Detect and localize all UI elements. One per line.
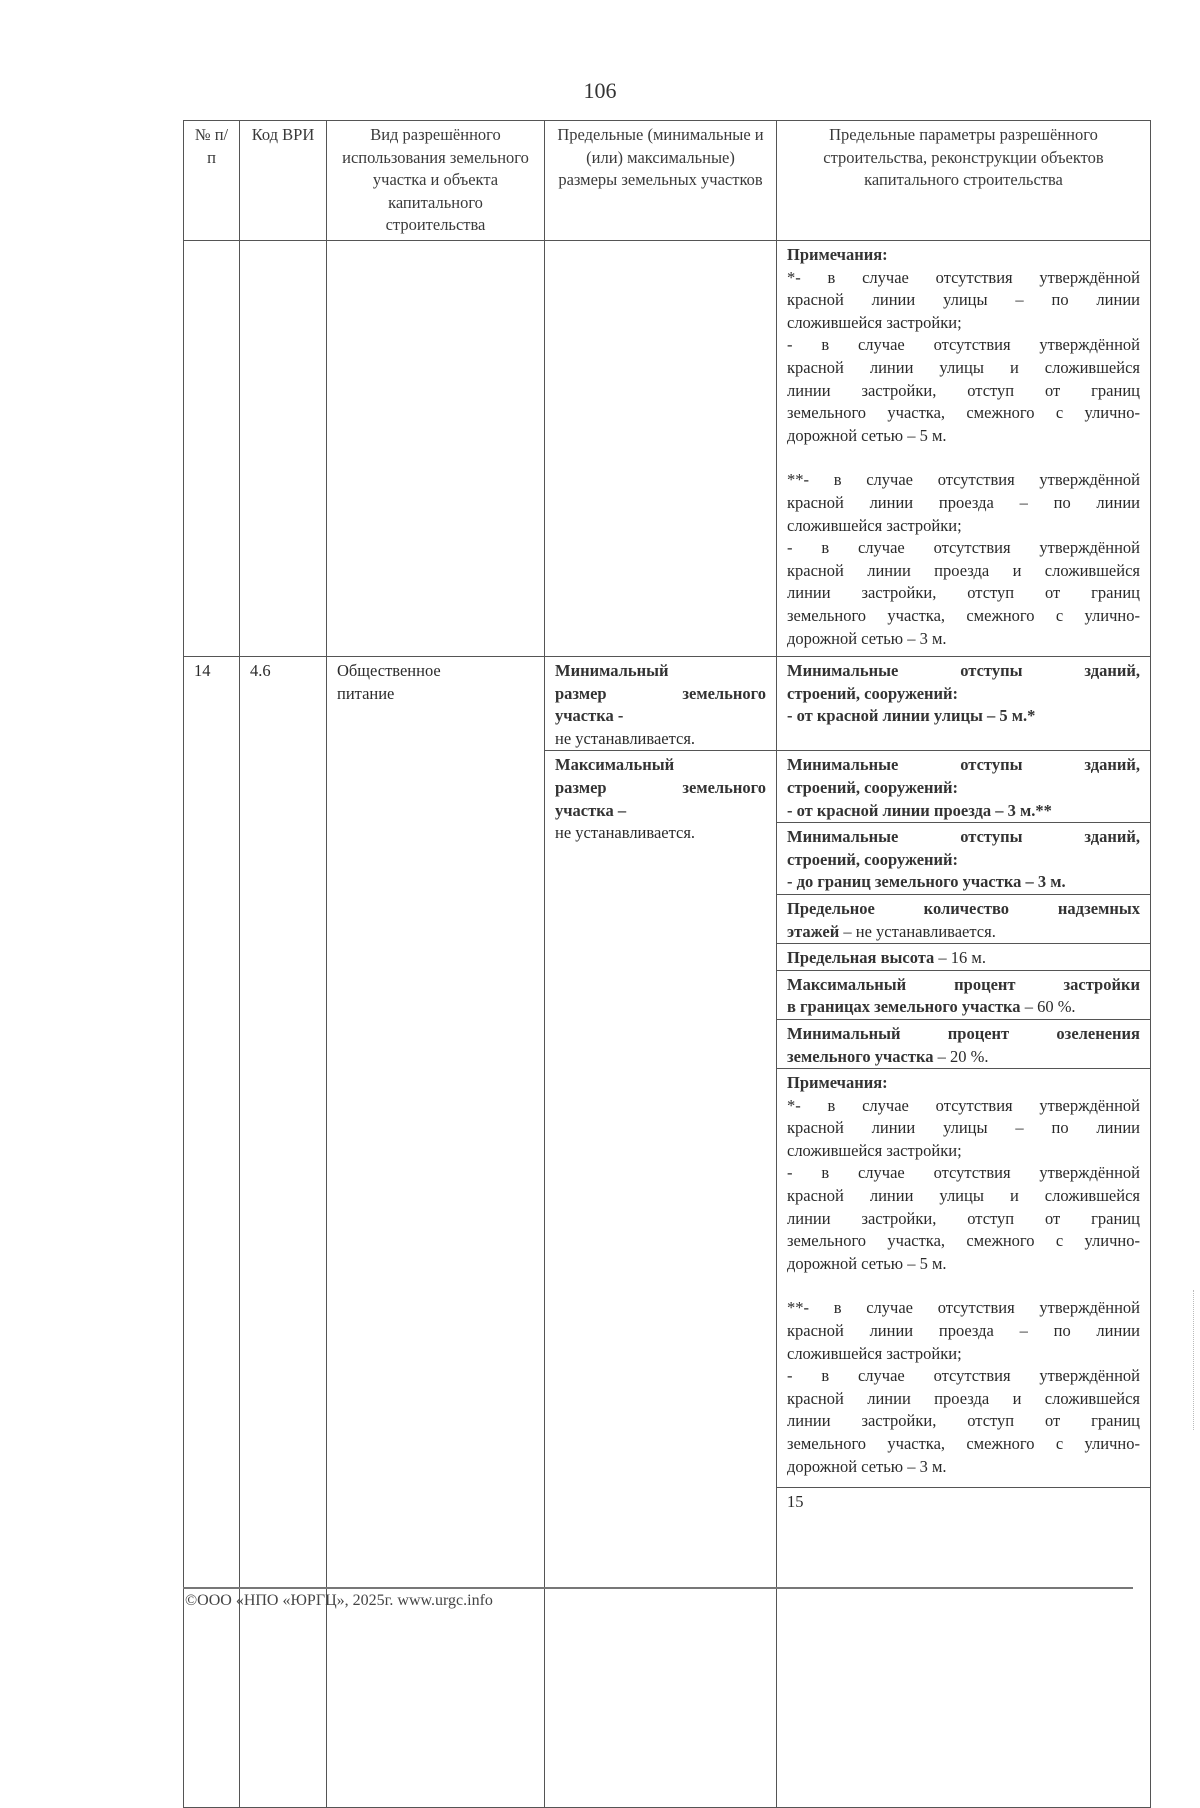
cell-number bbox=[184, 241, 240, 657]
note-line: **- в случае отсутствия утверждённой bbox=[787, 470, 1140, 490]
note-line: линии застройки, отступ от границ bbox=[787, 1208, 1140, 1228]
cell-param bbox=[777, 823, 1151, 895]
note-line: линии застройки, отступ от границ bbox=[787, 1411, 1140, 1431]
note-line: сложившейся застройки; bbox=[787, 312, 962, 332]
size-line: размер земельного bbox=[555, 683, 766, 703]
cell-param bbox=[777, 1019, 1151, 1068]
size-line: размер земельного bbox=[555, 777, 766, 797]
note-line: красной линии улицы и сложившейся bbox=[787, 357, 1140, 377]
note-line: земельного участка, смежного с улично- bbox=[787, 1231, 1140, 1251]
param-value: – 60 %. bbox=[1020, 997, 1076, 1017]
table-header-row bbox=[184, 121, 1151, 241]
size-line: участка - bbox=[555, 706, 624, 726]
cell-param bbox=[777, 894, 1151, 943]
param-label: этажей bbox=[787, 921, 840, 941]
size-line: Минимальный bbox=[555, 661, 669, 680]
note-line: земельного участка, смежного с улично- bbox=[787, 1434, 1140, 1453]
cell-param bbox=[777, 944, 1151, 971]
header-use-type: Вид разрешённого использования земельного участка и объекта капитального строительства bbox=[327, 121, 545, 241]
use-type-line: питание bbox=[337, 683, 395, 703]
notes-title: Примечания: bbox=[787, 245, 888, 264]
param-value: – 20 %. bbox=[933, 1046, 989, 1066]
header-code: Код ВРИ bbox=[240, 121, 327, 241]
zoning-table bbox=[183, 120, 1151, 1808]
param-line: - до границ земельного участка – 3 м. bbox=[787, 872, 1066, 892]
use-type-line: Общественное bbox=[337, 661, 441, 680]
note-line: красной линии проезда и сложившейся bbox=[787, 560, 1140, 580]
size-line: не устанавливается. bbox=[555, 728, 696, 748]
note-line: *- в случае отсутствия утверждённой bbox=[787, 1095, 1140, 1115]
param-line: Минимальные отступы зданий, bbox=[787, 827, 1140, 847]
note-line: красной линии улицы – по линии bbox=[787, 290, 1140, 310]
note-line: линии застройки, отступ от границ bbox=[787, 583, 1140, 603]
cell-use-type bbox=[327, 657, 545, 1808]
note-line: - в случае отсутствия утверждённой bbox=[787, 1163, 1140, 1183]
note-line: сложившейся застройки; bbox=[787, 515, 962, 535]
header-number: № п/п bbox=[184, 121, 240, 241]
cell-notes bbox=[777, 1069, 1151, 1488]
header-parameters: Предельные параметры разрешённого строительства, реконструкции объектов капитального строительства bbox=[777, 121, 1151, 241]
cell-number: 15 bbox=[777, 1488, 1151, 1808]
cell-plot-size bbox=[545, 241, 777, 657]
param-line: Предельное количество надземных bbox=[787, 898, 1140, 918]
table-row bbox=[184, 241, 1151, 657]
notes-title: Примечания: bbox=[787, 1073, 888, 1093]
cell-number: 14 bbox=[184, 657, 240, 1808]
note-line: *- в случае отсутствия утверждённой bbox=[787, 267, 1140, 287]
param-value: – не устанавливается. bbox=[839, 921, 996, 941]
param-line: Минимальные отступы зданий, bbox=[787, 755, 1140, 775]
note-line: линии застройки, отступ от границ bbox=[787, 380, 1140, 400]
size-line: Максимальный bbox=[555, 755, 675, 775]
note-line: - в случае отсутствия утверждённой bbox=[787, 538, 1140, 558]
param-label: земельного участка bbox=[787, 1046, 934, 1066]
note-line: сложившейся застройки; bbox=[787, 1140, 962, 1160]
cell-code: 4.6 bbox=[240, 657, 327, 1808]
note-line: дорожной сетью – 3 м. bbox=[787, 628, 947, 648]
note-line: - в случае отсутствия утверждённой bbox=[787, 1366, 1140, 1386]
param-label: в границах земельного участка bbox=[787, 997, 1021, 1017]
note-line: дорожной сетью – 5 м. bbox=[787, 425, 947, 445]
note-line: сложившейся застройки; bbox=[787, 1343, 962, 1363]
page-number: 106 bbox=[583, 78, 617, 103]
param-line: строений, сооружений: bbox=[787, 777, 959, 797]
param-line: - от красной линии улицы – 5 м.* bbox=[787, 706, 1036, 726]
footer-copyright: ©ООО «НПО «ЮРГЦ», 2025г. www.urgc.info bbox=[185, 1592, 493, 1609]
cell-param bbox=[777, 657, 1151, 751]
scan-margin-mark bbox=[1193, 1290, 1196, 1430]
note-line: земельного участка, смежного с улично- bbox=[787, 403, 1140, 423]
cell-notes bbox=[777, 241, 1151, 657]
cell-param bbox=[777, 751, 1151, 823]
footer-divider bbox=[183, 1587, 1133, 1589]
param-label: Предельная высота bbox=[787, 948, 935, 968]
note-line: **- в случае отсутствия утверждённой bbox=[787, 1298, 1140, 1318]
header-plot-size: Предельные (минимальные и (или) максимальные) размеры земельных участков bbox=[545, 121, 777, 241]
note-line: дорожной сетью – 5 м. bbox=[787, 1253, 947, 1273]
param-line: строений, сооружений: bbox=[787, 683, 959, 703]
param-line: - от красной линии проезда – 3 м.** bbox=[787, 800, 1052, 820]
size-line: участка – bbox=[555, 800, 627, 820]
size-line: не устанавливается. bbox=[555, 823, 696, 843]
cell-min-plot-size bbox=[545, 657, 777, 751]
note-line: - в случае отсутствия утверждённой bbox=[787, 335, 1140, 355]
note-line: красной линии улицы и сложившейся bbox=[787, 1186, 1140, 1206]
note-line: дорожной сетью – 3 м. bbox=[787, 1456, 947, 1476]
param-line: Максимальный процент застройки bbox=[787, 974, 1140, 994]
note-line: земельного участка, смежного с улично- bbox=[787, 605, 1140, 625]
param-value: – 16 м. bbox=[934, 948, 986, 968]
note-line: красной линии проезда и сложившейся bbox=[787, 1388, 1140, 1408]
cell-max-plot-size bbox=[545, 751, 777, 1808]
param-line: Минимальные отступы зданий, bbox=[787, 661, 1140, 680]
table-row bbox=[184, 657, 1151, 751]
cell-param bbox=[777, 970, 1151, 1019]
param-line: Минимальный процент озеленения bbox=[787, 1023, 1140, 1043]
note-line: красной линии проезда – по линии bbox=[787, 1321, 1140, 1341]
note-line: красной линии проезда – по линии bbox=[787, 492, 1140, 512]
cell-code bbox=[240, 241, 327, 657]
cell-use-type bbox=[327, 241, 545, 657]
param-line: строений, сооружений: bbox=[787, 849, 959, 869]
note-line: красной линии улицы – по линии bbox=[787, 1118, 1140, 1138]
